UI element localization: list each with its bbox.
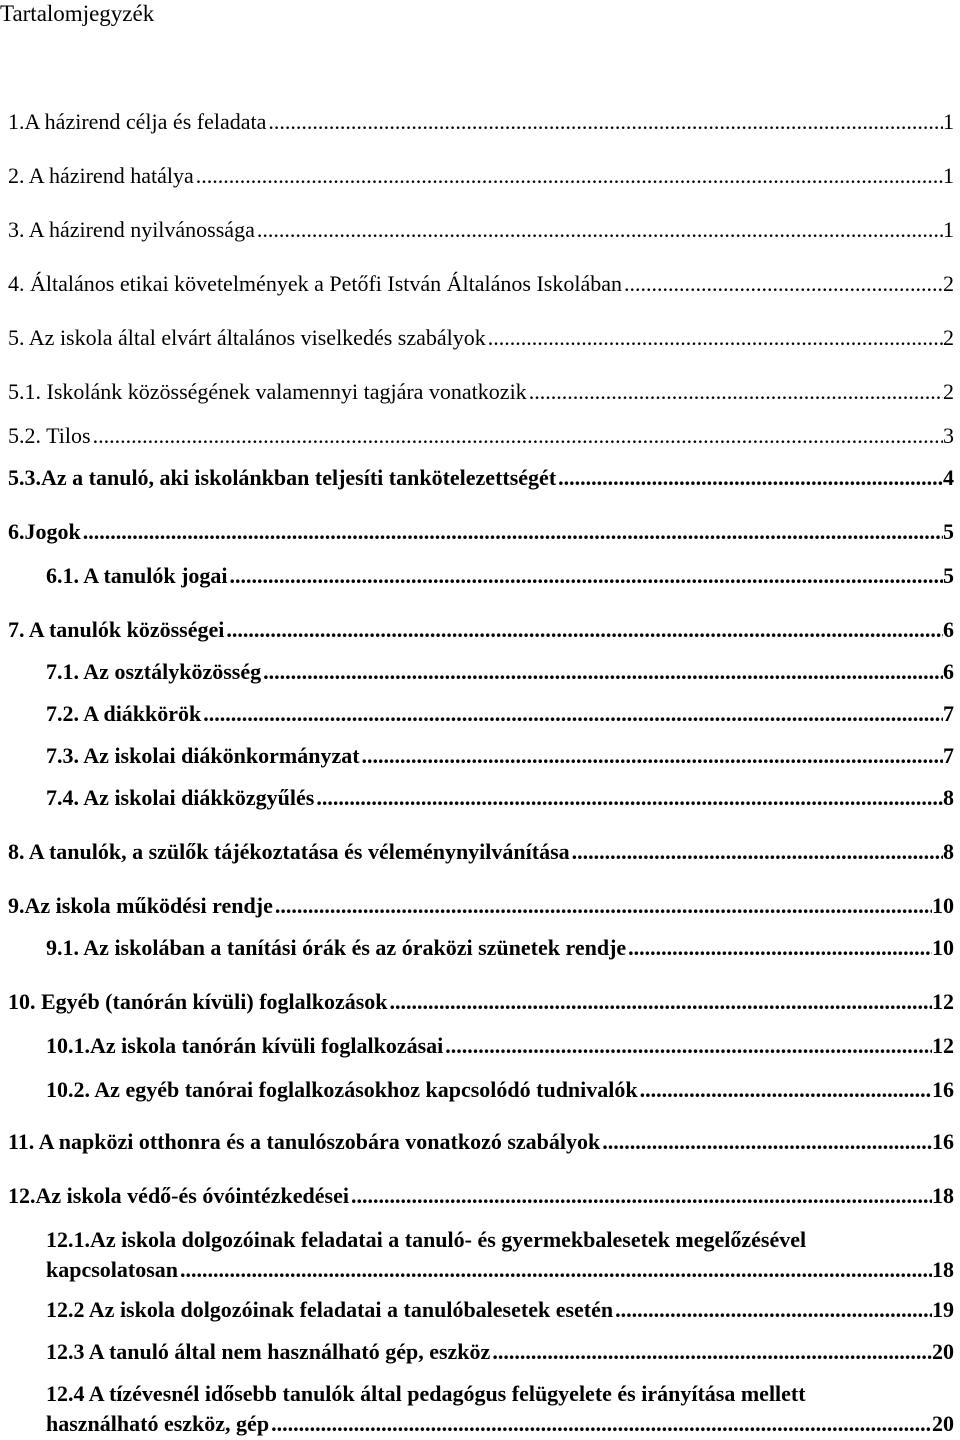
toc-entry-text: 9.1. Az iskolában a tanítási órák és az óraközi szünetek rendje xyxy=(46,935,627,960)
dot-leader xyxy=(600,1128,932,1156)
toc-entry[interactable] xyxy=(8,270,954,298)
toc-entry-text: 7.3. Az iskolai diákönkormányzat xyxy=(46,743,360,768)
toc-entry-text: 8. A tanulók, a szülők tájékoztatása és véleménynyilvánítása xyxy=(8,839,570,864)
dot-leader xyxy=(556,464,943,492)
toc-entry-text: 4. Általános etikai követelmények a Petőfi István Általános Iskolában xyxy=(8,271,623,296)
dot-leader xyxy=(194,162,943,190)
toc-entry-text-continued: használható eszköz, gép xyxy=(46,1411,270,1436)
toc-page-number: 6 xyxy=(943,659,954,684)
toc-entry[interactable] xyxy=(8,162,954,190)
toc-entry-text: 10.2. Az egyéb tanórai foglalkozásokhoz kapcsolódó tudnivalók xyxy=(46,1077,638,1102)
toc-entry-text: 12.1.Az iskola dolgozóinak feladatai a tanuló- és gyermekbalesetek megelőzésével xyxy=(46,1227,807,1252)
toc-page-number: 12 xyxy=(932,1033,954,1058)
toc-entry[interactable] xyxy=(8,1182,954,1210)
toc-entry[interactable] xyxy=(46,1296,954,1324)
toc-entry[interactable] xyxy=(46,1380,954,1438)
toc-entry-text-continued: kapcsolatosan xyxy=(46,1257,179,1282)
toc-page-number: 18 xyxy=(932,1183,954,1208)
dot-leader xyxy=(570,838,943,866)
toc-entry-text: 6.1. A tanulók jogai xyxy=(46,563,228,588)
toc-page-number: 18 xyxy=(932,1257,954,1282)
toc-entry-text: 12.2 Az iskola dolgozóinak feladatai a tanulóbalesetek esetén xyxy=(46,1297,614,1322)
dot-leader xyxy=(626,934,932,962)
toc-page-number: 10 xyxy=(932,893,954,918)
toc-entry[interactable] xyxy=(8,988,954,1016)
toc-page-number: 5 xyxy=(943,519,954,544)
toc-page-number: 10 xyxy=(932,935,954,960)
toc-entry[interactable] xyxy=(46,1338,954,1366)
toc-entry-text: 2. A házirend hatálya xyxy=(8,163,194,188)
toc-page-number: 2 xyxy=(943,271,954,296)
toc-entry[interactable] xyxy=(46,1076,954,1104)
toc-page-number: 12 xyxy=(932,989,954,1014)
toc-entry[interactable] xyxy=(8,838,954,866)
toc-entry-text: 6.Jogok xyxy=(8,519,81,544)
toc-entry-text: 12.4 A tízévesnél idősebb tanulók által pedagógus felügyelete és irányítása mellett xyxy=(46,1381,806,1406)
toc-entry[interactable] xyxy=(46,934,954,962)
toc-entry[interactable] xyxy=(46,658,954,686)
dot-leader xyxy=(486,324,943,352)
toc-page-number: 2 xyxy=(943,325,954,350)
toc-entry[interactable] xyxy=(8,616,954,644)
dot-leader xyxy=(314,784,943,812)
toc-entry-text: 5.3.Az a tanuló, aki iskolánkban teljesíti tankötelezettségét xyxy=(8,465,557,490)
toc-entry-text: 11. A napközi otthonra és a tanulószobára vonatkozó szabályok xyxy=(8,1129,601,1154)
toc-entry-text: 12.3 A tanuló által nem használható gép, eszköz xyxy=(46,1339,491,1364)
toc-entry-text: 7.2. A diákkörök xyxy=(46,701,202,726)
toc-entry[interactable] xyxy=(8,108,954,136)
toc-entry[interactable] xyxy=(46,1032,954,1060)
toc-entry-text: 5.1. Iskolánk közösségének valamennyi tagjára vonatkozik xyxy=(8,379,527,404)
dot-leader xyxy=(201,700,943,728)
toc-entry-text: 10. Egyéb (tanórán kívüli) foglalkozások xyxy=(8,989,388,1014)
dot-leader xyxy=(91,422,943,450)
toc-page-number: 16 xyxy=(932,1077,954,1102)
toc-entry[interactable] xyxy=(8,518,954,546)
dot-leader xyxy=(81,518,943,546)
toc-entry[interactable] xyxy=(8,216,954,244)
toc-page-number: 7 xyxy=(943,701,954,726)
toc-entry-text: 5. Az iskola által elvárt általános viselkedés szabályok xyxy=(8,325,486,350)
dot-leader xyxy=(360,742,943,770)
dot-leader xyxy=(490,1338,932,1366)
toc-entry-text: 7.4. Az iskolai diákközgyűlés xyxy=(46,785,315,810)
toc-entry-text: 10.1.Az iskola tanórán kívüli foglalkozásai xyxy=(46,1033,444,1058)
toc-page-number: 1 xyxy=(943,109,954,134)
dot-leader xyxy=(527,378,943,406)
toc-entry[interactable] xyxy=(8,464,954,492)
toc-entry[interactable] xyxy=(8,892,954,920)
toc-page-number: 5 xyxy=(943,563,954,588)
dot-leader xyxy=(388,988,932,1016)
toc-page-number: 3 xyxy=(943,423,954,448)
dot-leader xyxy=(349,1182,932,1210)
dot-leader xyxy=(443,1032,932,1060)
toc-page-number: 8 xyxy=(943,839,954,864)
dot-leader xyxy=(224,616,943,644)
toc-page-number: 6 xyxy=(943,617,954,642)
dot-leader xyxy=(261,658,943,686)
toc-page-number: 19 xyxy=(932,1297,954,1322)
dot-leader xyxy=(622,270,943,298)
toc-entry-text: 7.1. Az osztályközösség xyxy=(46,659,262,684)
dot-leader xyxy=(178,1256,932,1284)
toc-entry-text: 7. A tanulók közösségei xyxy=(8,617,225,642)
toc-entry-text: 12.Az iskola védő-és óvóintézkedései xyxy=(8,1183,349,1208)
toc-page-number: 4 xyxy=(943,465,954,490)
toc-entry[interactable] xyxy=(46,784,954,812)
toc-entry[interactable] xyxy=(8,378,954,406)
dot-leader xyxy=(638,1076,932,1104)
toc-page-number: 1 xyxy=(943,217,954,242)
dot-leader xyxy=(266,108,943,136)
toc-title: Tartalomjegyzék xyxy=(0,1,155,26)
dot-leader xyxy=(255,216,943,244)
toc-entry-text: 3. A házirend nyilvánossága xyxy=(8,217,255,242)
dot-leader xyxy=(613,1296,932,1324)
toc-entry-text: 1.A házirend célja és feladata xyxy=(8,109,267,134)
toc-page-number: 20 xyxy=(932,1339,954,1364)
toc-page-number: 16 xyxy=(932,1129,954,1154)
toc-page-number: 7 xyxy=(943,743,954,768)
toc-entry[interactable] xyxy=(46,1226,954,1284)
toc-page-number: 1 xyxy=(943,163,954,188)
dot-leader xyxy=(269,1410,932,1438)
toc-entry[interactable] xyxy=(8,324,954,352)
toc-entry-text: 9.Az iskola működési rendje xyxy=(8,893,273,918)
toc-entry[interactable] xyxy=(46,700,954,728)
toc-entry[interactable] xyxy=(46,742,954,770)
toc-entry-text: 5.2. Tilos xyxy=(8,423,91,448)
dot-leader xyxy=(228,562,943,590)
toc-page-number: 2 xyxy=(943,379,954,404)
toc-entry[interactable] xyxy=(46,562,954,590)
toc-entry[interactable] xyxy=(8,422,954,450)
toc-page-number: 8 xyxy=(943,785,954,810)
toc-entry[interactable] xyxy=(8,1128,954,1156)
toc-page-number: 20 xyxy=(932,1411,954,1436)
dot-leader xyxy=(273,892,932,920)
